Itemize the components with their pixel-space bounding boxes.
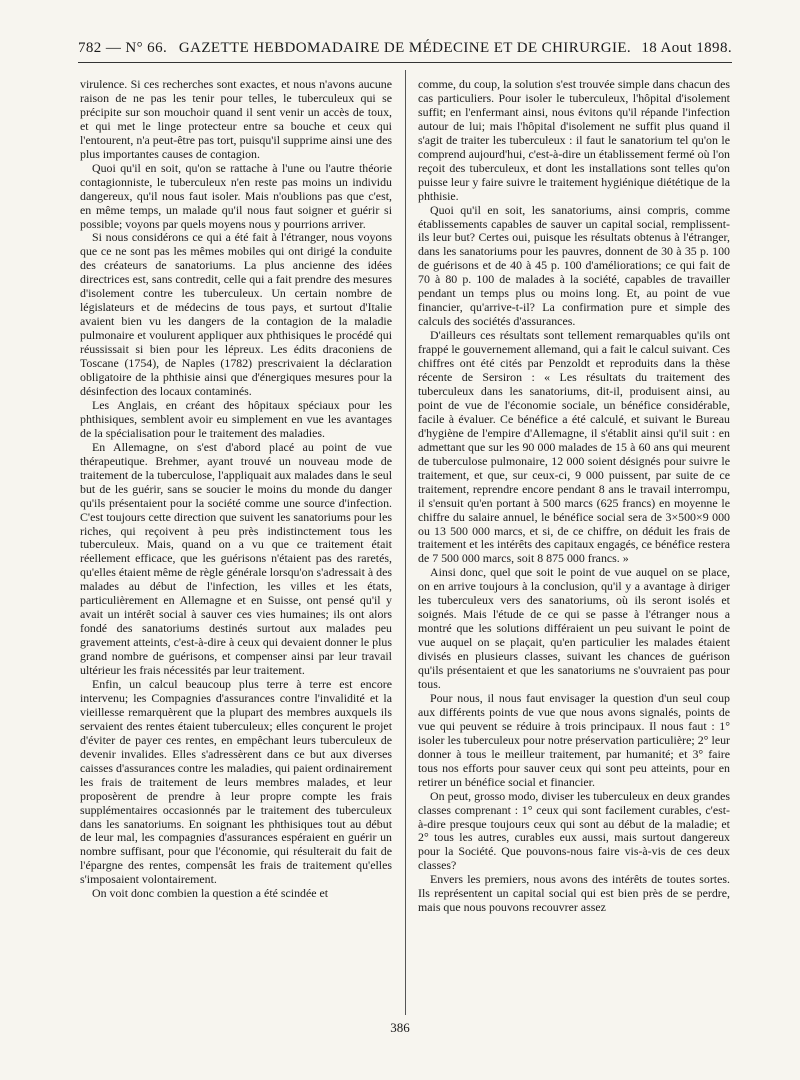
header-date: 18 Aout 1898. xyxy=(641,40,732,56)
paragraph: En Allemagne, on s'est d'abord placé au point de vue thérapeutique. Brehmer, ayant trouvé un nouveau mode de traitement de la tuberculose, l'appliquait aux malades dans le seul but de les guérir, sans se soucier le moins du monde du danger qu'ils présentaient pour la société comme une source d'infection. C'est toujours cette direction que suivent les sanatoriums pour les riches, qui reçoivent à peu près indistinctement tous les tuberculeux. Mais, quand on a vu que ce traitement était réellement efficace, que les guérisons n'étaient pas des raretés, qu'elles étaient même de règle générale lorsqu'on s'adressait à des malades au début de l'infection, les villes et les états, particulièrement en Allemagne et en Suisse, ont pensé qu'il y avait un intérêt social à sauver ces vies humaines; ils ont alors fondé des sanatoriums destinés surtout aux malades peu gravement atteints, c'est-à-dire à ceux qui devaient donner le plus grand nombre de guérisons, et compenser ainsi par leur travail ultérieur les frais nécessités par leur traitement. xyxy=(80,439,392,678)
paragraph: Les Anglais, en créant des hôpitaux spéciaux pour les phthisiques, semblent avoir eu simplement en vue les avantages de la spécialisation pour le traitement des maladies. xyxy=(80,397,392,440)
paragraph: On peut, grosso modo, diviser les tuberculeux en deux grandes classes comprenant : 1° ceux qui sont facilement curables, c'est-à-dire presque toujours ceux qui sont au début de la maladie; et 2° tous les autres, curables eux aussi, mais surtout dangereux pour la Société. Que pouvons-nous faire vis-à-vis de ces deux classes? xyxy=(418,788,730,873)
paragraph: Quoi qu'il en soit, qu'on se rattache à l'une ou l'autre théorie contagionniste, le tuberculeux n'en reste pas moins un individu dangereux, qu'il nous faut isoler. Mais n'oublions pas que c'est, en même temps, un malade qu'il nous faut soigner et guérir si possible; voyons par quels moyens nous y pourrions arriver. xyxy=(80,160,392,231)
running-header xyxy=(78,40,732,63)
paragraph: Ainsi donc, quel que soit le point de vue auquel on se place, on en arrive toujours à la conclusion, qu'il y a avantage à diriger les tuberculeux vers des sanatoriums, où ils seront isolés et soignés. Mais l'étude de ce qui se passe à l'étranger nous a montré que les solutions différaient un peu suivant le point de vue auquel on se plaçait, qu'en particulier les malades étaient divisés en plusieurs classes, suivant les chances de guérison qu'ils présentaient et que les sanatoriums ne s'ouvraient pas pour tous. xyxy=(418,565,730,691)
paragraph: Pour nous, il nous faut envisager la question d'un seul coup aux différents points de vue que nous avons signalés, points de vue qui peuvent se réduire à trois principaux. Il nous faut : 1° isoler les tuberculeux pour notre préservation particulière; 2° leur donner à tous le meilleur traitement, par humanité; et 3° faire tous nos efforts pour sauver ceux qui sont peu atteints, pour en retirer un bénéfice social et financier. xyxy=(418,690,730,789)
right-column xyxy=(418,78,730,1013)
page-number: 386 xyxy=(390,1020,410,1035)
paragraph: Quoi qu'il en soit, les sanatoriums, ainsi compris, comme établissements capables de sauver un capital social, remplissent-ils leur but? Certes oui, puisque les résultats obtenus à l'étranger, dans les sanatoriums pour les pauvres, donnent de 30 à 35 p. 100 de guérisons et de 40 à 45 p. 100 d'améliorations; ce qui fait de 70 à 80 p. 100 de malades à la société, capables de travailler pendant un temps plus ou moins long. Et, au point de vue financier, qu'arrive-t-il? La confirmation pure et simple des calculs des sociétés d'assurances. xyxy=(418,202,730,329)
paragraph: comme, du coup, la solution s'est trouvée simple dans chacun des cas particuliers. Pour isoler le tuberculeux, l'hôpital d'isolement suffit; en l'enfermant ainsi, nous évitons qu'il répande l'infection autour de lui; mais l'hôpital d'isolement ne suffit plus quand il s'agit de traiter les tuberculeux : il faut le sanatorium tel qu'on le comprend aujourd'hui, c'est-à-dire un établissement fermé où l'on reçoit des tuberculeux, et dont les installations sont telles qu'on puisse leur y faire suivre le traitement hygiénique diététique de la phthisie. xyxy=(418,78,730,203)
paragraph: D'ailleurs ces résultats sont tellement remarquables qu'ils ont frappé le gouvernement allemand, qui a fait le calcul suivant. Ces chiffres ont été cités par Penzoldt et reproduits dans la thèse récente de Sersiron : « Les résultats du traitement des tuberculeux dans les sanatoriums, dit-il, produisent ainsi, au point de vue de l'économie sociale, un bénéfice considérable, facile à évaluer. Ce bénéfice a été calculé, et suivant le Bureau d'hygiène de l'empire d'Allemagne, il s'établit ainsi qu'il suit : en admettant que sur les 90 000 malades de 15 à 60 ans qui meurent de tuberculose pulmonaire, 12 000 soient désignés pour suivre le traitement, et que, sur ceux-ci, 9 000 puissent, par suite de ce traitement, reprendre encore pendant 8 ans le travail interrompu, il s'ensuit qu'en portant à 500 marcs (625 francs) en moyenne le chiffre du salaire annuel, le bénéfice social sera de 3×500×9 000 ou 13 500 000 marcs, et si, de ce chiffre, on déduit les frais de traitement et les intérêts des capitaux engagés, ce bénéfice restera de 7 500 000 marcs, soit 8 875 000 francs. » xyxy=(418,328,730,566)
header-journal-title: GAZETTE HEBDOMADAIRE DE MÉDECINE ET DE CHIRURGIE. xyxy=(178,40,632,56)
paragraph: Si nous considérons ce qui a été fait à l'étranger, nous voyons que ce ne sont pas les mêmes mobiles qui ont dirigé la conduite des créateurs de sanatoriums. La plus ancienne des idées directrices est, sans contredit, celle qui a fait prendre des mesures d'isolement contre les tuberculeux. Un certain nombre de législateurs et de médecins de tous pays, et surtout d'Italie avaient bien vu les dangers de la contagion de la maladie pulmonaire et voulurent appliquer aux phthisiques le procédé qui réussissait si bien pour les lépreux. Les édits draconiens de Toscane (1754), de Naples (1782) prescrivaient la déclaration obligatoire de la phthisie ainsi que d'énergiques mesures pour la désinfection des locaux contaminés. xyxy=(80,230,392,398)
paragraph: virulence. Si ces recherches sont exactes, et nous n'avons aucune raison de ne pas les tenir pour telles, le tuberculeux qui se précipite sur son mouchoir quand il sent venir un accès de toux, et qui met le linge protecteur entre sa bouche et ceux qui l'entourent, n'a peut-être pas tort, puisqu'il supprime ainsi une des plus importantes causes de contagion. xyxy=(80,78,392,161)
paragraph: On voit donc combien la question a été scindée et xyxy=(92,886,329,901)
paragraph: Envers les premiers, nous avons des intérêts de toutes sortes. Ils représentent un capital social qui est bien près de se perdre, mais que nous pouvons recouvrer assez xyxy=(418,872,730,915)
column-divider xyxy=(405,70,406,1015)
left-column xyxy=(80,78,392,1013)
header-page-ref: 782 — N° 66. xyxy=(78,40,168,56)
paragraph: Enfin, un calcul beaucoup plus terre à terre est encore intervenu; les Compagnies d'assurances contre l'invalidité et la vieillesse remarquèrent que la plupart des membres auxquels ils servaient des rentes étaient tuberculeux; elles conçurent le projet d'éviter de payer ces rentes, en empêchant leurs tuberculeux de devenir invalides. Elles s'adressèrent dans ce but aux diverses caisses d'assurances contre les maladies, qui paient ordinairement les frais de traitement de leurs membres malades, et leur proposèrent de prendre à leur propre compte les frais supplémentaires occasionnés par le traitement des tuberculeux dans les sanatoriums. En soignant les phthisiques tout au début de leur mal, les compagnies d'assurances espéraient en guérir un nombre suffisant, pour que l'économie, qui résulterait du fait de l'épargne des rentes, compensât les frais de traitement qu'elles s'imposaient volontairement. xyxy=(80,676,392,887)
